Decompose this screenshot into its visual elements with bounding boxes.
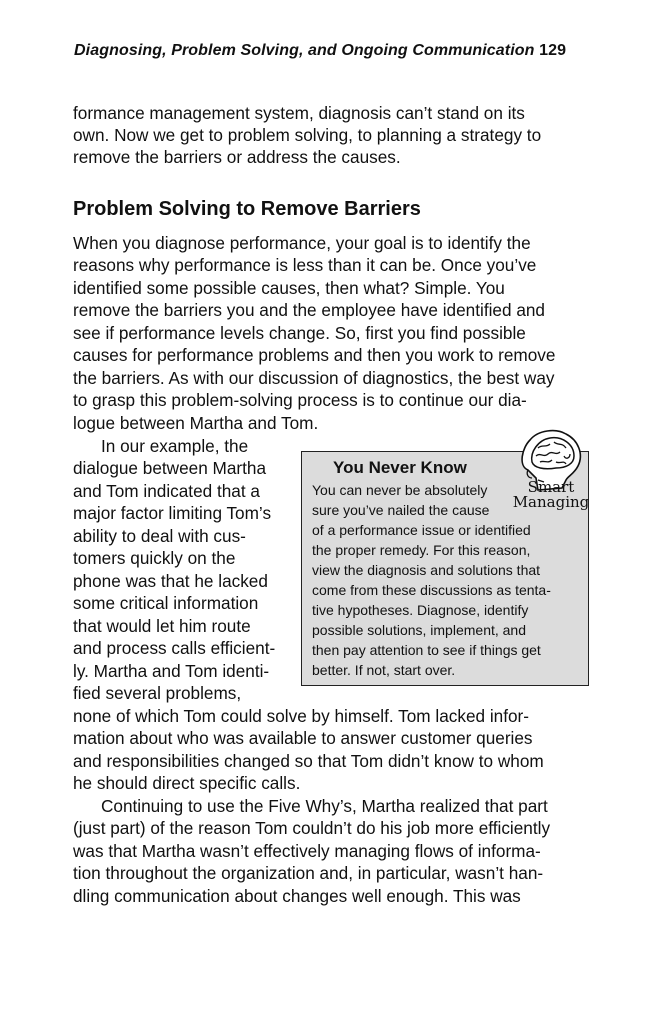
text-line: phone was that he lacked <box>73 571 268 591</box>
running-title: Diagnosing, Problem Solving, and Ongoing Communication <box>74 42 535 59</box>
sidebar-line: then pay attention to see if things get <box>312 642 541 658</box>
sidebar-line: sure you’ve nailed the cause <box>312 502 490 518</box>
sidebar-line: possible solutions, implement, and <box>312 622 527 638</box>
text-line: dialogue between Martha <box>73 458 267 478</box>
text-line: reasons why performance is less than it can be. Once you’ve <box>73 255 537 275</box>
running-header <box>74 42 594 60</box>
text-line: to grasp this problem-solving process is to continue our dia- <box>73 390 527 410</box>
text-line: own. Now we get to problem solving, to planning a strategy to <box>73 125 542 145</box>
text-line: he should direct specific calls. <box>73 773 301 793</box>
sidebar-line: of a performance issue or identified <box>312 522 531 538</box>
text-line: major factor limiting Tom’s <box>73 503 272 523</box>
text-line: causes for performance problems and then you work to remove <box>73 345 556 365</box>
text-line: tomers quickly on the <box>73 548 236 568</box>
text-line: formance management system, diagnosis can’t stand on its <box>73 103 525 123</box>
smart-label-line1: Smart <box>527 478 575 496</box>
sidebar-line: the proper remedy. For this reason, <box>312 542 531 558</box>
smart-managing-label <box>512 480 590 510</box>
text-line: and responsibilities changed so that Tom didn’t know to whom <box>73 751 544 771</box>
text-line: tion throughout the organization and, in particular, wasn’t han- <box>73 863 544 883</box>
text-line: see if performance levels change. So, first you find possible <box>73 323 526 343</box>
text-line: When you diagnose performance, your goal is to identify the <box>73 233 531 253</box>
text-line: dling communication about changes well enough. This was <box>73 886 521 906</box>
text-line: and process calls efficient- <box>73 638 276 658</box>
text-line: Continuing to use the Five Why’s, Martha realized that part <box>101 796 548 816</box>
text-line: none of which Tom could solve by himself. Tom lacked infor- <box>73 706 530 726</box>
sidebar-line: view the diagnosis and solutions that <box>312 562 541 578</box>
text-line: remove the barriers you and the employee have identified and <box>73 300 545 320</box>
smart-label-line2: Managing <box>512 493 590 511</box>
text-line: In our example, the <box>101 436 249 456</box>
text-line: ly. Martha and Tom identi- <box>73 661 270 681</box>
text-line: (just part) of the reason Tom couldn’t do his job more efficiently <box>73 818 551 838</box>
text-line: and Tom indicated that a <box>73 481 260 501</box>
page-number: 129 <box>539 42 567 59</box>
text-line: mation about who was available to answer customer queries <box>73 728 533 748</box>
text-line: logue between Martha and Tom. <box>73 413 319 433</box>
text-line: some critical information <box>73 593 259 613</box>
sidebar-line: tive hypotheses. Diagnose, identify <box>312 602 529 618</box>
sidebar-line: better. If not, start over. <box>312 662 456 678</box>
sidebar-title: You Never Know <box>333 458 467 477</box>
text-line: the barriers. As with our discussion of diagnostics, the best way <box>73 368 555 388</box>
text-line: fied several problems, <box>73 683 242 703</box>
text-line: remove the barriers or address the causes. <box>73 147 401 167</box>
sidebar-line: come from these discussions as tenta- <box>312 582 551 598</box>
text-line: ability to deal with cus- <box>73 526 246 546</box>
text-line: identified some possible causes, then what? Simple. You <box>73 278 505 298</box>
text-line: that would let him route <box>73 616 251 636</box>
section-heading: Problem Solving to Remove Barriers <box>73 198 421 220</box>
sidebar-line: You can never be absolutely <box>312 482 488 498</box>
text-line: was that Martha wasn’t effectively managing flows of informa- <box>73 841 541 861</box>
